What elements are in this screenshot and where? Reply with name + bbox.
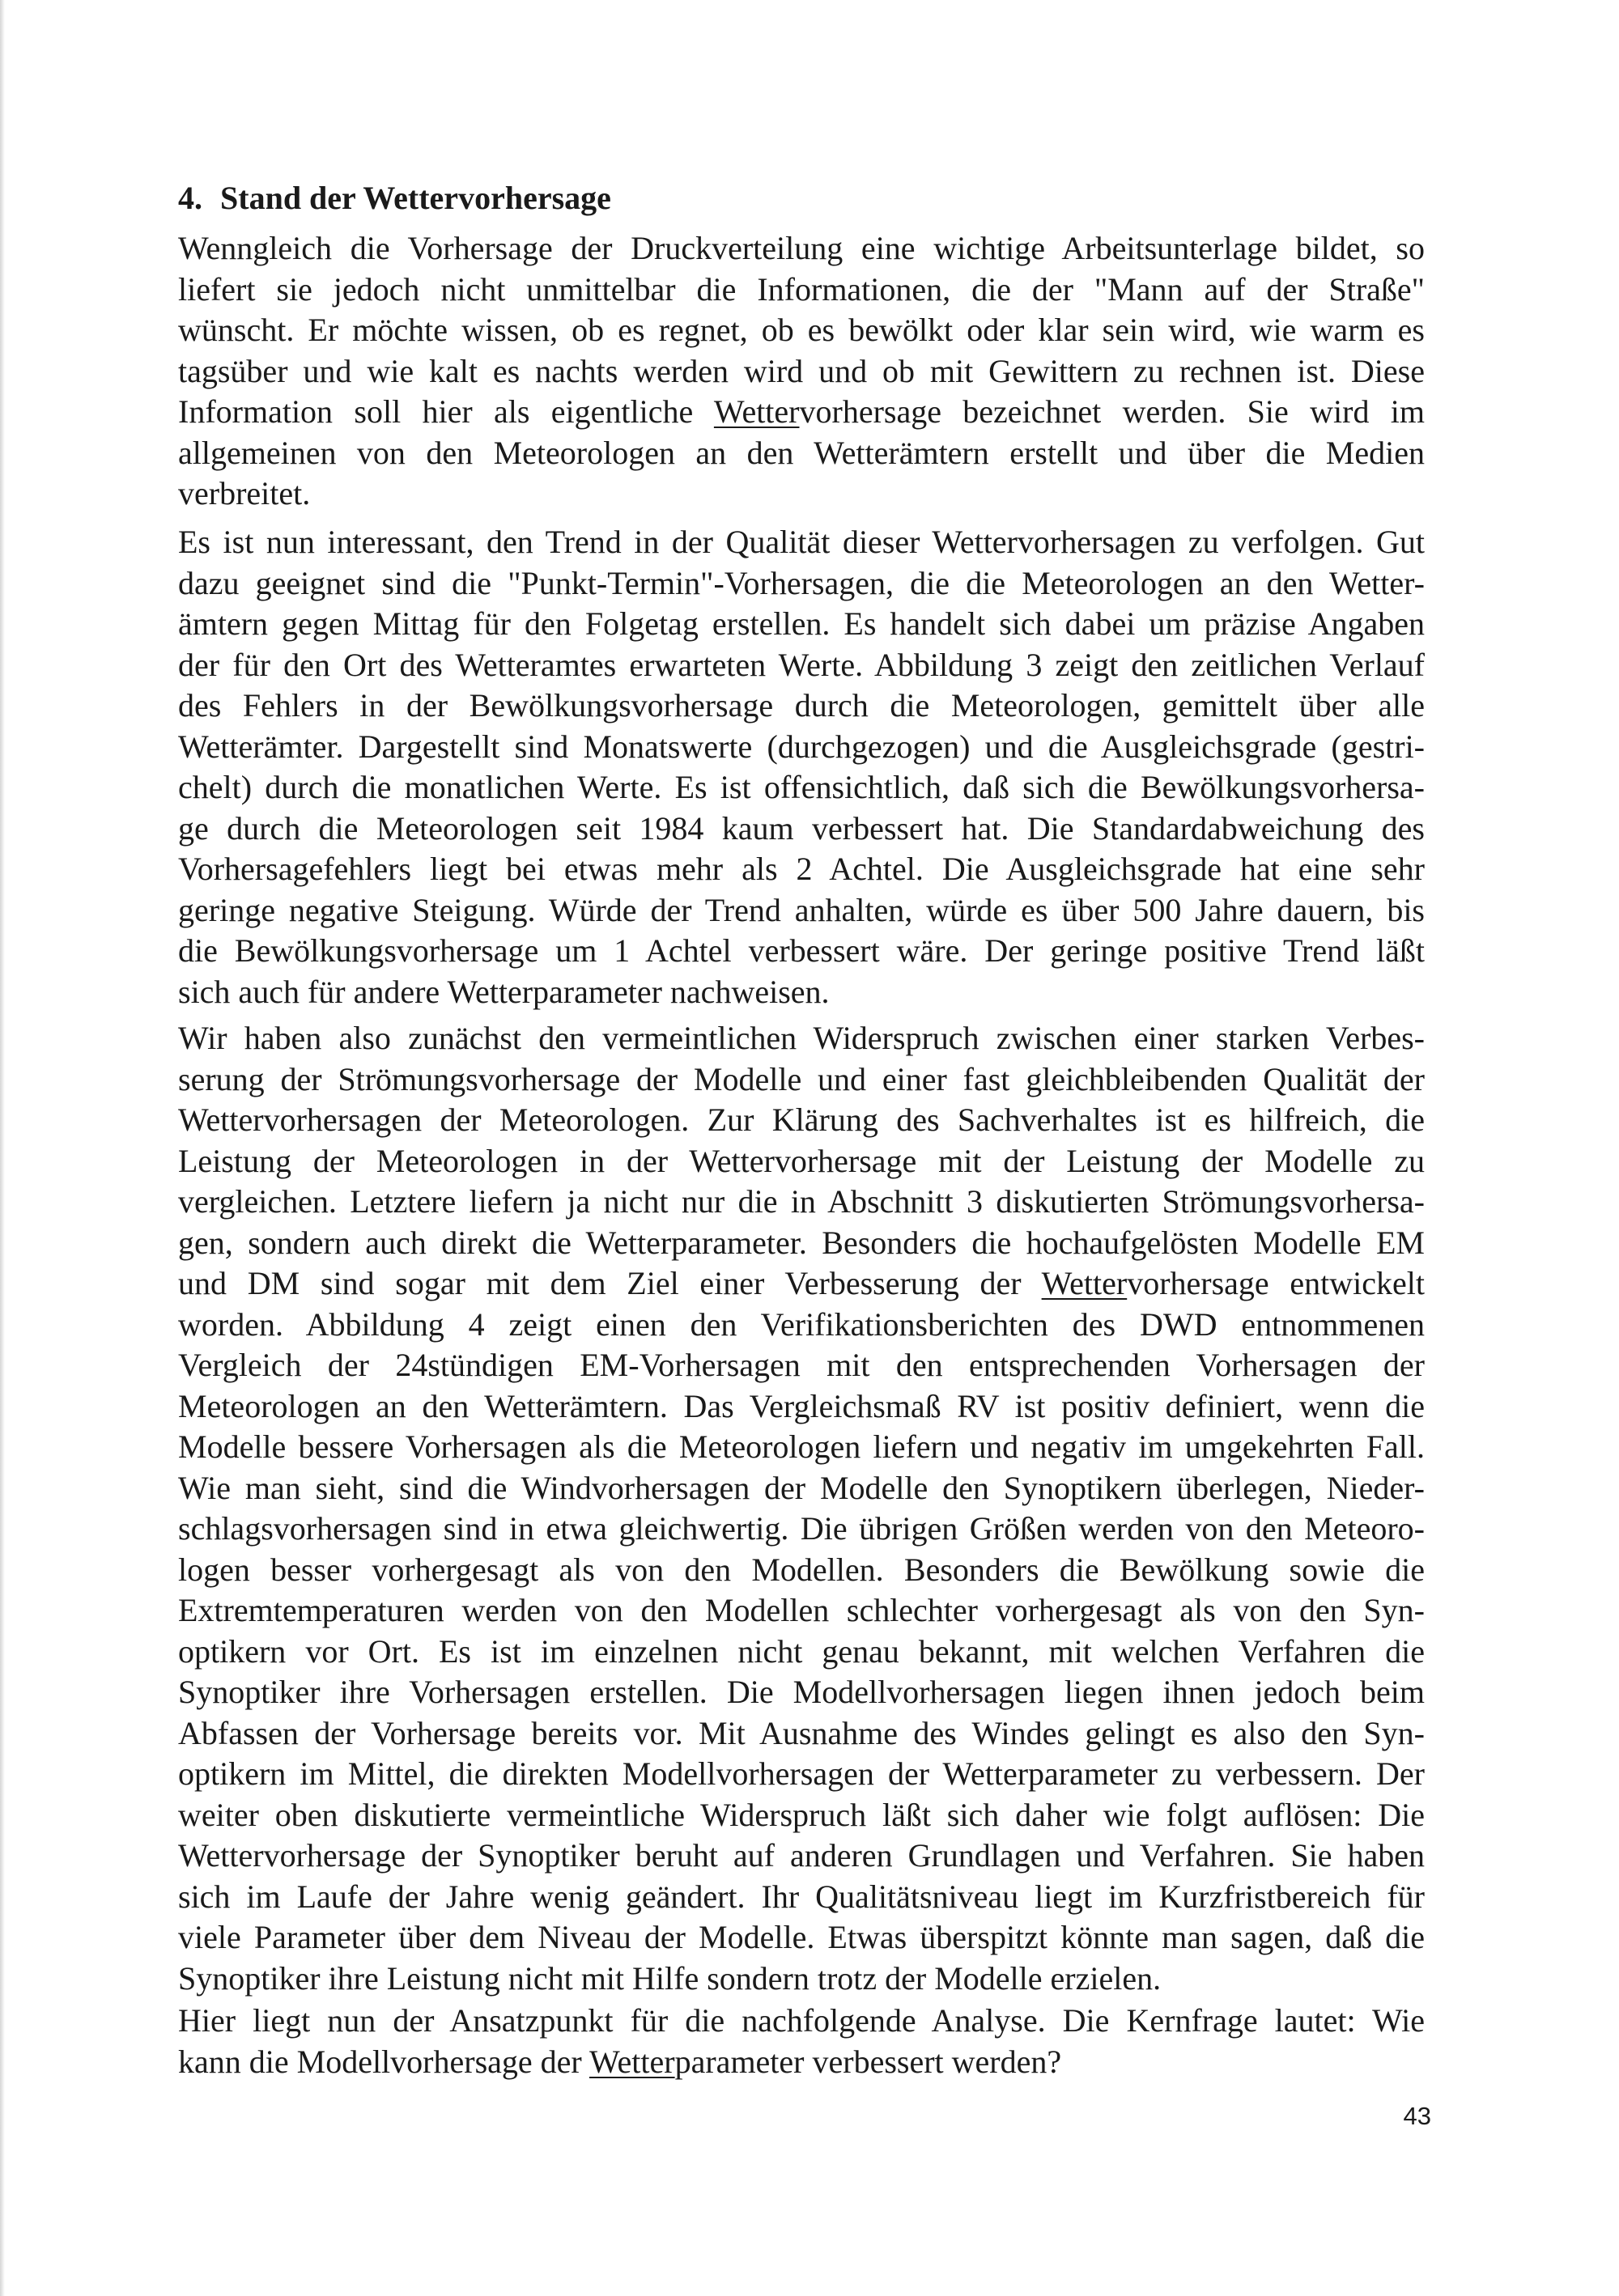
paragraph-4 <box>178 2001 1425 2082</box>
underlined-word: Wetter <box>713 393 800 430</box>
text-line: Meteorologen an den Wetterämtern. Das Vergleichsmaß RV ist positiv definiert, wenn die <box>178 1387 1425 1424</box>
text-line: Hier liegt nun der Ansatzpunkt für die nachfolgende Analyse. Die Kernfrage lautet: Wie <box>178 2002 1425 2039</box>
text-line: Synoptiker ihre Vorhersagen erstellen. Die Modellvorhersagen liegen ihnen jedoch beim <box>178 1674 1425 1710</box>
text-line: wünscht. Er möchte wissen, ob es regnet, ob es bewölkt oder klar sein wird, wie warm es <box>178 312 1425 348</box>
text-line <box>178 1263 1425 1305</box>
text-line: Wettervorhersage der Synoptiker beruht auf anderen Grundlagen und Verfahren. Sie haben <box>178 1837 1425 1874</box>
text-line: vergleichen. Letztere liefern ja nicht nur die in Abschnitt 3 diskutierten Strömungsvorhersa- <box>178 1183 1425 1220</box>
text-line: Vergleich der 24stündigen EM-Vorhersagen mit den entsprechenden Vorhersagen der <box>178 1347 1425 1383</box>
text-segment: vorhersage bezeichnet werden. Sie wird im <box>799 393 1426 430</box>
underlined-word: Wetter <box>1041 1265 1128 1301</box>
text-line: worden. Abbildung 4 zeigt einen den Verifikationsberichten des DWD entnommenen <box>178 1305 1425 1343</box>
text-line: ämtern gegen Mittag für den Folgetag erstellen. Es handelt sich dabei um präzise Angaben <box>178 605 1425 642</box>
text-segment: vorhersage entwickelt <box>1127 1265 1426 1301</box>
text-line: Wenngleich die Vorhersage der Druckverteilung eine wichtige Arbeitsunterlage bildet, so <box>178 230 1425 266</box>
text-line: Es ist nun interessant, den Trend in der Qualität dieser Wettervorhersagen zu verfolgen. Gut <box>178 524 1425 560</box>
text-line: tagsüber und wie kalt es nachts werden wird und ob mit Gewittern zu rechnen ist. Diese <box>178 352 1425 389</box>
text-line: Modelle bessere Vorhersagen als die Meteorologen liefern und negativ im umgekehrten Fall. <box>178 1428 1425 1465</box>
text-line: Extremtemperaturen werden von den Modellen schlechter vorhergesagt als von den Syn- <box>178 1592 1425 1628</box>
text-line <box>178 392 1425 433</box>
text-line: chelt) durch die monatlichen Werte. Es ist offensichtlich, daß sich die Bewölkungsvorhersa- <box>178 769 1425 805</box>
text-line: geringe negative Steigung. Würde der Trend anhalten, würde es über 500 Jahre dauern, bis <box>178 891 1425 928</box>
section-number: 4. <box>178 180 202 216</box>
section-title: Stand der Wettervorhersage <box>220 180 611 216</box>
text-line: Leistung der Meteorologen in der Wettervorhersage mit der Leistung der Modelle zu <box>178 1142 1425 1179</box>
text-line: weiter oben diskutierte vermeintliche Widerspruch läßt sich daher wie folgt auflösen: Die <box>178 1796 1425 1833</box>
text-line: die Bewölkungsvorhersage um 1 Achtel verbessert wäre. Der geringe positive Trend läßt <box>178 932 1425 969</box>
paragraph-2 <box>178 522 1425 1012</box>
text-line <box>178 2042 1425 2083</box>
text-line: logen besser vorhergesagt als von den Modellen. Besonders die Bewölkung sowie die <box>178 1551 1425 1588</box>
text-line: ge durch die Meteorologen seit 1984 kaum verbessert hat. Die Standardabweichung des <box>178 809 1425 847</box>
text-segment: und DM sind sogar mit dem Ziel einer Verbesserung der <box>178 1265 1042 1301</box>
text-line: Vorhersagefehlers liegt bei etwas mehr als 2 Achtel. Die Ausgleichsgrade hat eine sehr <box>178 851 1425 887</box>
text-line: sich im Laufe der Jahre wenig geändert. Ihr Qualitätsniveau liegt im Kurzfristbereich für <box>178 1878 1425 1915</box>
text-line: gen, sondern auch direkt die Wetterparameter. Besonders die hochaufgelösten Modelle EM <box>178 1224 1425 1261</box>
text-line: liefert sie jedoch nicht unmittelbar die Informationen, die der "Mann auf der Straße" <box>178 270 1425 308</box>
text-line: optikern vor Ort. Es ist im einzelnen nicht genau bekannt, mit welchen Verfahren die <box>178 1632 1425 1670</box>
text-line: Wettervorhersagen der Meteorologen. Zur Klärung des Sachverhaltes ist es hilfreich, die <box>178 1101 1425 1138</box>
text-line: Wir haben also zunächst den vermeintlichen Widerspruch zwischen einer starken Verbes- <box>178 1020 1425 1056</box>
text-line: Wetterämter. Dargestellt sind Monatswerte (durchgezogen) und die Ausgleichsgrade (gestri- <box>178 728 1425 765</box>
text-line: der für den Ort des Wetteramtes erwarteten Werte. Abbildung 3 zeigt den zeitlichen Verlauf <box>178 646 1425 683</box>
text-segment: kann die Modellvorhersage der <box>178 2043 589 2080</box>
text-line: schlagsvorhersagen sind in etwa gleichwertig. Die übrigen Größen werden von den Meteoro- <box>178 1510 1425 1547</box>
text-line: allgemeinen von den Meteorologen an den Wetterämtern erstellt und über die Medien <box>178 434 1425 471</box>
text-line: verbreitet. <box>178 475 311 511</box>
text-line: Synoptiker ihre Leistung nicht mit Hilfe sondern trotz der Modelle erzielen. <box>178 1959 1162 1997</box>
text-line: Abfassen der Vorhersage bereits vor. Mit Ausnahme des Windes gelingt es also den Syn- <box>178 1714 1425 1751</box>
scan-binding-edge <box>0 0 5 2296</box>
paragraph-1 <box>178 228 1425 515</box>
text-segment: Information soll hier als eigentliche <box>178 393 714 430</box>
page-number: 43 <box>1403 2102 1431 2130</box>
text-line: Wie man sieht, sind die Windvorhersagen der Modelle den Synoptikern überlegen, Nieder- <box>178 1469 1425 1506</box>
section-heading <box>178 178 611 219</box>
text-line: viele Parameter über dem Niveau der Modelle. Etwas überspitzt könnte man sagen, daß die <box>178 1919 1425 1955</box>
paragraph-3 <box>178 1018 1425 1999</box>
underlined-word: Wetter <box>589 2043 675 2080</box>
text-line: dazu geeignet sind die "Punkt-Termin"-Vorhersagen, die die Meteorologen an den Wetter- <box>178 564 1425 601</box>
text-line: sich auch für andere Wetterparameter nachweisen. <box>178 973 830 1010</box>
text-line: optikern im Mittel, die direkten Modellvorhersagen der Wetterparameter zu verbessern. Der <box>178 1755 1425 1792</box>
text-line: des Fehlers in der Bewölkungsvorhersage durch die Meteorologen, gemittelt über alle <box>178 687 1425 724</box>
text-segment: parameter verbessert werden? <box>674 2043 1062 2080</box>
text-line: serung der Strömungsvorhersage der Modelle und einer fast gleichbleibenden Qualität der <box>178 1060 1425 1097</box>
